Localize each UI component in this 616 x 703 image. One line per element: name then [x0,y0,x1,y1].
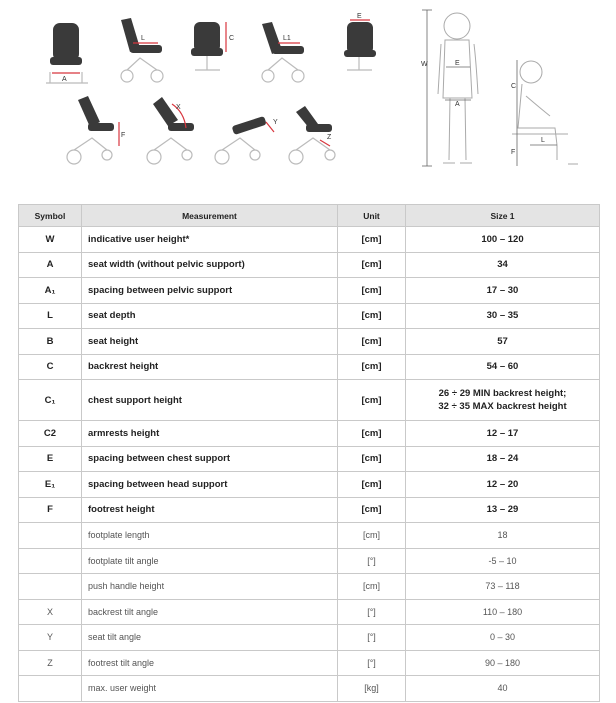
table-row [19,421,600,447]
size-cell: 54 – 60 [406,354,600,380]
size-cell: 18 [406,523,600,549]
table-row [19,354,600,380]
size-cell: 13 – 29 [406,497,600,523]
size-line: 26 ÷ 29 MIN backrest height; [438,388,567,399]
measurement-cell: max. user weight [82,676,338,702]
size-cell: 12 – 17 [406,421,600,447]
symbol-cell: C2 [19,421,82,447]
table-row [19,548,600,574]
measurement-cell: backrest tilt angle [82,599,338,625]
symbol-cell [19,523,82,549]
table-header-row [19,205,600,227]
table-row [19,523,600,549]
unit-cell: [cm] [338,380,406,421]
unit-cell: [cm] [338,574,406,600]
measurement-cell: spacing between head support [82,472,338,498]
symbol-cell: E₁ [19,472,82,498]
table-row [19,599,600,625]
symbol-cell: A₁ [19,278,82,304]
table-row [19,278,600,304]
svg-text:W: W [421,61,428,68]
symbol-cell: C₁ [19,380,82,421]
table-row [19,446,600,472]
size-cell: 73 – 118 [406,574,600,600]
svg-text:L1: L1 [283,35,291,42]
svg-text:A: A [455,101,460,108]
size-cell: 57 [406,329,600,355]
measurement-cell: footplate length [82,523,338,549]
measurement-cell: seat tilt angle [82,625,338,651]
svg-text:C: C [511,83,517,90]
unit-cell: [cm] [338,227,406,253]
measurement-cell: indicative user height* [82,227,338,253]
table-row [19,380,600,421]
unit-cell: [cm] [338,303,406,329]
header-symbol: Symbol [19,205,82,227]
svg-text:Z: Z [327,134,332,141]
unit-cell: [kg] [338,676,406,702]
table-row [19,329,600,355]
table-row [19,574,600,600]
measurement-cell: spacing between chest support [82,446,338,472]
table-row [19,472,600,498]
size-cell: 90 – 180 [406,650,600,676]
symbol-cell [19,574,82,600]
symbol-cell: Z [19,650,82,676]
svg-text:L: L [541,137,545,144]
unit-cell: [cm] [338,497,406,523]
measurement-cell: footrest tilt angle [82,650,338,676]
table-row [19,227,600,253]
measurement-cell: footrest height [82,497,338,523]
unit-cell: [°] [338,625,406,651]
table-row [19,676,600,702]
size-cell: 40 [406,676,600,702]
table-row [19,303,600,329]
symbol-cell: X [19,599,82,625]
specification-table [18,204,600,702]
measurement-cell: backrest height [82,354,338,380]
unit-cell: [cm] [338,278,406,304]
unit-cell: [cm] [338,446,406,472]
measurement-cell: chest support height [82,380,338,421]
table-body [19,227,600,702]
measurement-cell: push handle height [82,574,338,600]
svg-text:F: F [121,132,126,139]
unit-cell: [°] [338,650,406,676]
symbol-cell: E [19,446,82,472]
svg-text:F: F [511,149,516,156]
unit-cell: [°] [338,548,406,574]
size-cell: 30 – 35 [406,303,600,329]
svg-text:E: E [357,13,362,20]
unit-cell: [cm] [338,354,406,380]
svg-text:L: L [141,35,145,42]
symbol-cell: A [19,252,82,278]
table-row [19,497,600,523]
symbol-cell: L [19,303,82,329]
size-cell: 0 – 30 [406,625,600,651]
size-cell [406,380,600,421]
symbol-cell [19,676,82,702]
svg-text:A: A [62,76,67,83]
table-row [19,650,600,676]
unit-cell: [cm] [338,421,406,447]
header-size: Size 1 [406,205,600,227]
size-cell: 34 [406,252,600,278]
symbol-cell: W [19,227,82,253]
unit-cell: [cm] [338,523,406,549]
size-cell: 18 – 24 [406,446,600,472]
header-unit: Unit [338,205,406,227]
symbol-cell: C [19,354,82,380]
size-cell: 110 – 180 [406,599,600,625]
svg-text:C: C [229,35,235,42]
unit-cell: [cm] [338,472,406,498]
svg-text:E: E [455,60,460,67]
size-cell: 17 – 30 [406,278,600,304]
measurement-cell: seat depth [82,303,338,329]
size-cell: 12 – 20 [406,472,600,498]
size-cell: -5 – 10 [406,548,600,574]
measurement-cell: seat height [82,329,338,355]
symbol-cell: B [19,329,82,355]
svg-text:X: X [176,104,181,111]
symbol-cell [19,548,82,574]
unit-cell: [°] [338,599,406,625]
measurement-cell: spacing between pelvic support [82,278,338,304]
table-row [19,625,600,651]
size-cell: 100 – 120 [406,227,600,253]
unit-cell: [cm] [338,329,406,355]
dimension-illustrations [0,0,616,180]
measurement-cell: footplate tilt angle [82,548,338,574]
unit-cell: [cm] [338,252,406,278]
measurement-cell: seat width (without pelvic support) [82,252,338,278]
symbol-cell: F [19,497,82,523]
symbol-cell: Y [19,625,82,651]
size-line: 32 ÷ 35 MAX backrest height [438,401,567,412]
measurement-cell: armrests height [82,421,338,447]
header-measurement: Measurement [82,205,338,227]
svg-text:Y: Y [273,119,278,126]
table-row [19,252,600,278]
